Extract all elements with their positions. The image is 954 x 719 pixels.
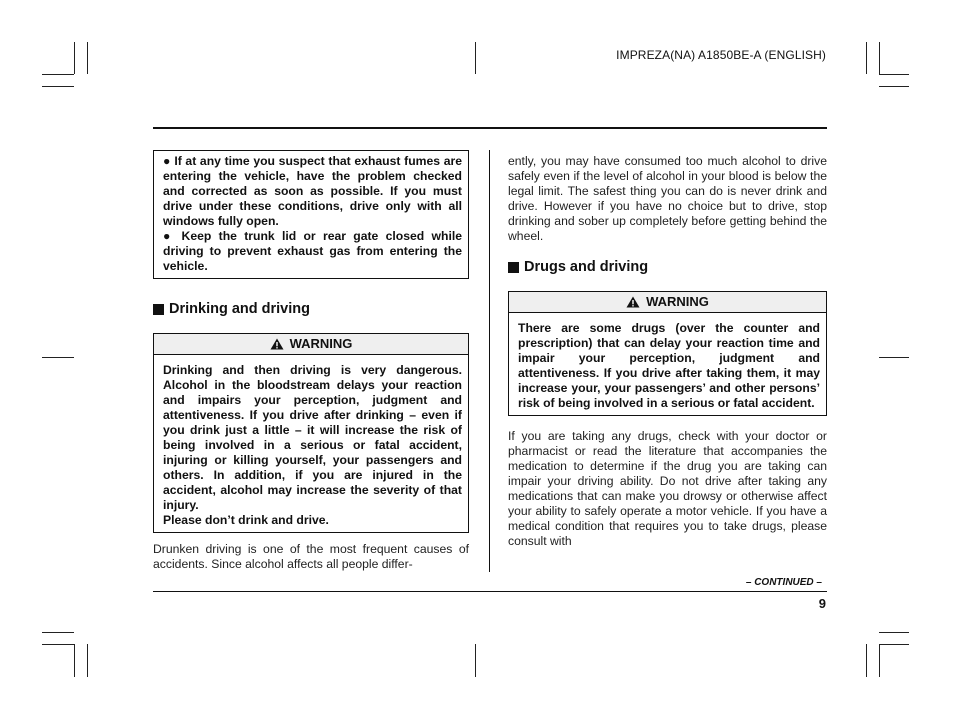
column-divider bbox=[489, 150, 490, 572]
square-bullet-icon bbox=[508, 262, 519, 273]
section-heading-drinking bbox=[153, 302, 469, 317]
continued-label: – CONTINUED – bbox=[745, 577, 822, 588]
warning-title: WARNING bbox=[646, 294, 709, 309]
warning-text-last: Please don’t drink and drive. bbox=[163, 513, 329, 527]
top-rule bbox=[153, 127, 827, 129]
section-heading-text: Drugs and driving bbox=[524, 259, 649, 275]
warning-header bbox=[154, 334, 468, 355]
warning-box-drugs bbox=[508, 291, 827, 416]
page-number: 9 bbox=[818, 596, 826, 611]
warning-text: Drinking and then driving is very dangerous. Alcohol in the bloodstream delays your reaction and impairs your perception, judgment and attentiveness. If you drive after drinking – even if you drink just a little – it will increase the risk of being involved in a serious or fatal accident, injuring or killing yourself, your passengers and others. In addition, if you are injured in the accident, alcohol may increase the severity of that injury. bbox=[163, 363, 462, 512]
caution-bullet-box bbox=[153, 150, 469, 279]
bullet-item: ● If at any time you suspect that exhaust fumes are entering the vehicle, have the problem checked and corrected as soon as possible. If you must drive under these conditions, drive only with all windows fully open. bbox=[163, 154, 462, 228]
warning-triangle-icon bbox=[626, 296, 640, 308]
section-heading-drugs bbox=[508, 260, 827, 275]
section-heading-text: Drinking and driving bbox=[169, 301, 310, 317]
right-column bbox=[508, 154, 827, 549]
warning-title: WARNING bbox=[289, 336, 353, 351]
warning-text: There are some drugs (over the counter and prescription) that can delay your reaction time and impair your perception, judgment and attentiveness. If you drive after taking them, it may increase your, your passengers’ and other persons’ risk of being involved in a serious or fatal accident. bbox=[518, 321, 820, 410]
bottom-rule bbox=[153, 591, 827, 592]
square-bullet-icon bbox=[153, 304, 164, 315]
body-paragraph: Drunken driving is one of the most frequent causes of accidents. Since alcohol affects all people differ- bbox=[153, 542, 469, 571]
left-column bbox=[153, 150, 469, 572]
body-paragraph: If you are taking any drugs, check with your doctor or pharmacist or read the literature that accompanies the medication to determine if the drug you are taking can impair your driving ability. Do not drive after taking any medications that can make you drowsy or otherwise affect your ability to safely operate a motor vehicle. If you have a medical condition that requires you to take drugs, please consult with bbox=[508, 429, 827, 548]
bullet-item: ● Keep the trunk lid or rear gate closed while driving to prevent exhaust gas from entering the vehicle. bbox=[163, 229, 462, 273]
body-paragraph: ently, you may have consumed too much alcohol to drive safely even if the level of alcohol in your blood is below the legal limit. The safest thing you can do is never drink and drive. However if you have no choice but to drive, stop drinking and sober up completely before getting behind the wheel. bbox=[508, 154, 827, 243]
warning-header bbox=[509, 292, 826, 313]
document-code: IMPREZA(NA) A1850BE-A (ENGLISH) bbox=[616, 48, 826, 62]
warning-body bbox=[509, 313, 826, 415]
warning-box-drinking bbox=[153, 333, 469, 533]
warning-triangle-icon bbox=[270, 338, 284, 350]
warning-body bbox=[154, 355, 468, 532]
